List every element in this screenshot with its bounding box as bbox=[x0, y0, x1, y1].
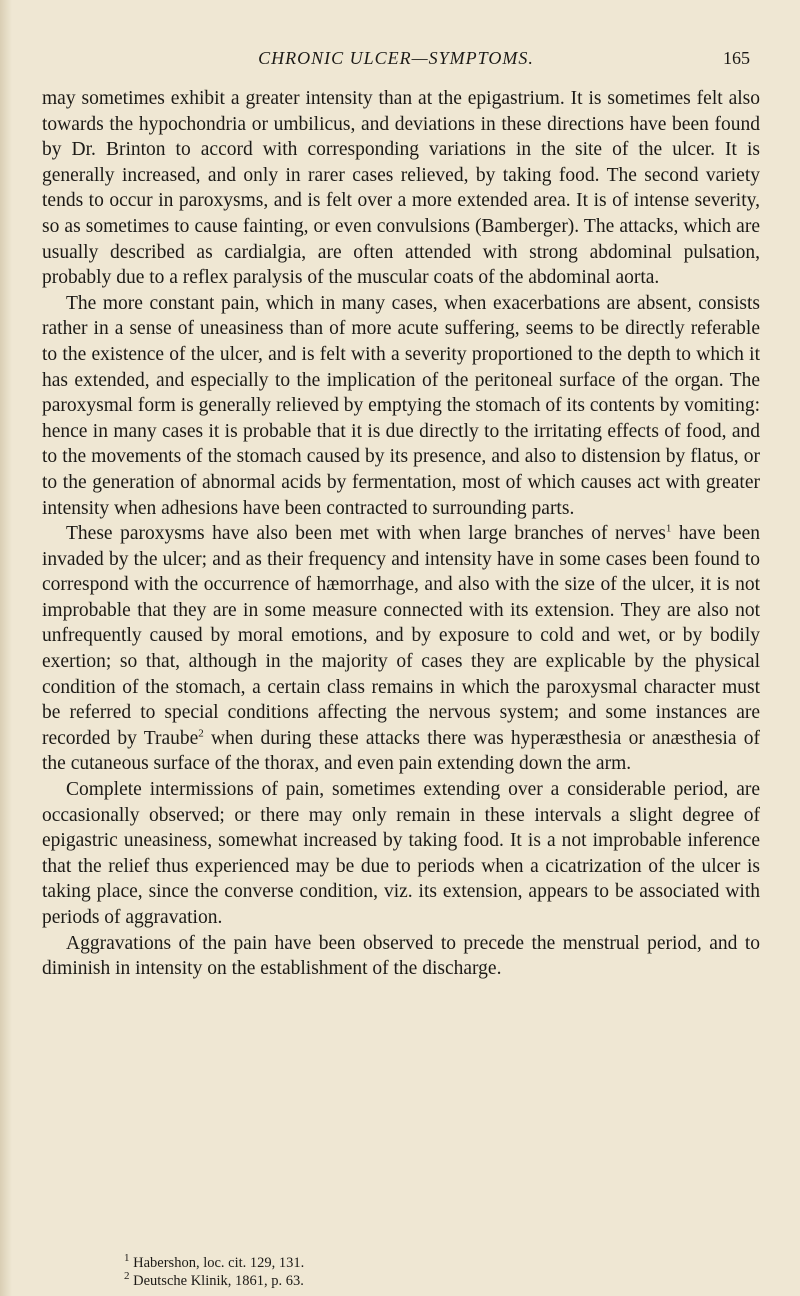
paragraph-text: These paroxysms have also been met with when large branches of nerves bbox=[66, 523, 666, 545]
paragraph: may sometimes exhibit a greater intensity than at the epigastrium. It is sometimes felt also towards the hypochondria or umbilicus, and deviations in these directions have been found by Dr. Brinton to accord with corresponding variations in the site of the ulcer. It is generally increased, and only in rarer cases relieved, by taking food. The second variety tends to occur in paroxysms, and is felt over a more extended area. It is of intense severity, so as sometimes to cause fainting, or even convulsions (Bamberger). The attacks, which are usually described as cardialgia, are often attended with strong abdominal pulsation, probably due to a reflex paralysis of the muscular coats of the abdominal aorta. bbox=[42, 88, 760, 289]
paragraph: The more constant pain, which in many cases, when exacerbations are absent, consists rather in a sense of uneasiness than of more acute suffering, seems to be directly referable to the existence of the ulcer, and is felt with a severity proportioned to the depth to which it has extended, and especially to the implication of the peritoneal surface of the organ. The paroxysmal form is generally relieved by emptying the stomach of its contents by vomiting: hence in many cases it is probable that it is due directly to the irritating effects of food, and to the movements of the stomach caused by its presence, and also to distension by flatus, or to the generation of abnormal acids by fermentation, most of which causes act with greater intensity when adhesions have been contracted to surrounding parts. bbox=[42, 292, 760, 519]
body-text bbox=[42, 86, 760, 982]
footnote-text: Habershon, loc. cit. 129, 131. bbox=[133, 1255, 305, 1271]
footnotes bbox=[124, 1254, 684, 1290]
running-title: CHRONIC ULCER—SYMPTOMS. bbox=[258, 48, 534, 68]
page-edge-shadow bbox=[0, 0, 12, 1296]
paragraph: Aggravations of the pain have been observed to precede the menstrual period, and to diminish in intensity on the establishment of the discharge. bbox=[42, 932, 760, 980]
running-head bbox=[42, 48, 750, 76]
paragraph-text: have been invaded by the ulcer; and as their frequency and intensity have in some cases been found to correspond with the occurrence of hæmorrhage, and also with the size of the ulcer, it is not improbable that they are in some measure connected with its extension. They are also not unfrequently caused by moral emotions, and by exposure to cold and wet, or by bodily exertion; so that, although in the majority of cases they are explicable by the physical condition of the stomach, a certain class remains in which the paroxysmal character must be referred to special conditions affecting the nervous system; and some instances are recorded by Traube bbox=[42, 523, 760, 749]
footnote-reference: 2 bbox=[198, 727, 204, 740]
paragraph: Complete intermissions of pain, sometimes extending over a considerable period, are occasionally observed; or there may only remain in these intervals a slight degree of epigastric uneasiness, somewhat increased by taking food. It is a not improbable inference that the relief thus experienced may be due to periods when a cicatrization of the ulcer is taking place, since the converse condition, viz. its extension, appears to be associated with periods of aggravation. bbox=[42, 779, 760, 928]
footnote bbox=[124, 1254, 684, 1272]
footnote-mark: 1 bbox=[124, 1252, 130, 1265]
footnote-text: Deutsche Klinik, 1861, p. 63. bbox=[133, 1273, 304, 1289]
footnote-reference: 1 bbox=[665, 522, 672, 535]
footnote-mark: 2 bbox=[124, 1270, 130, 1283]
paragraph-text: when during these attacks there was hyperæsthesia or anæsthesia of the cutaneous surface of the thorax, and even pain extending down the arm. bbox=[42, 727, 760, 775]
paragraph bbox=[42, 521, 760, 777]
footnote bbox=[124, 1272, 684, 1290]
page-number: 165 bbox=[723, 48, 750, 68]
